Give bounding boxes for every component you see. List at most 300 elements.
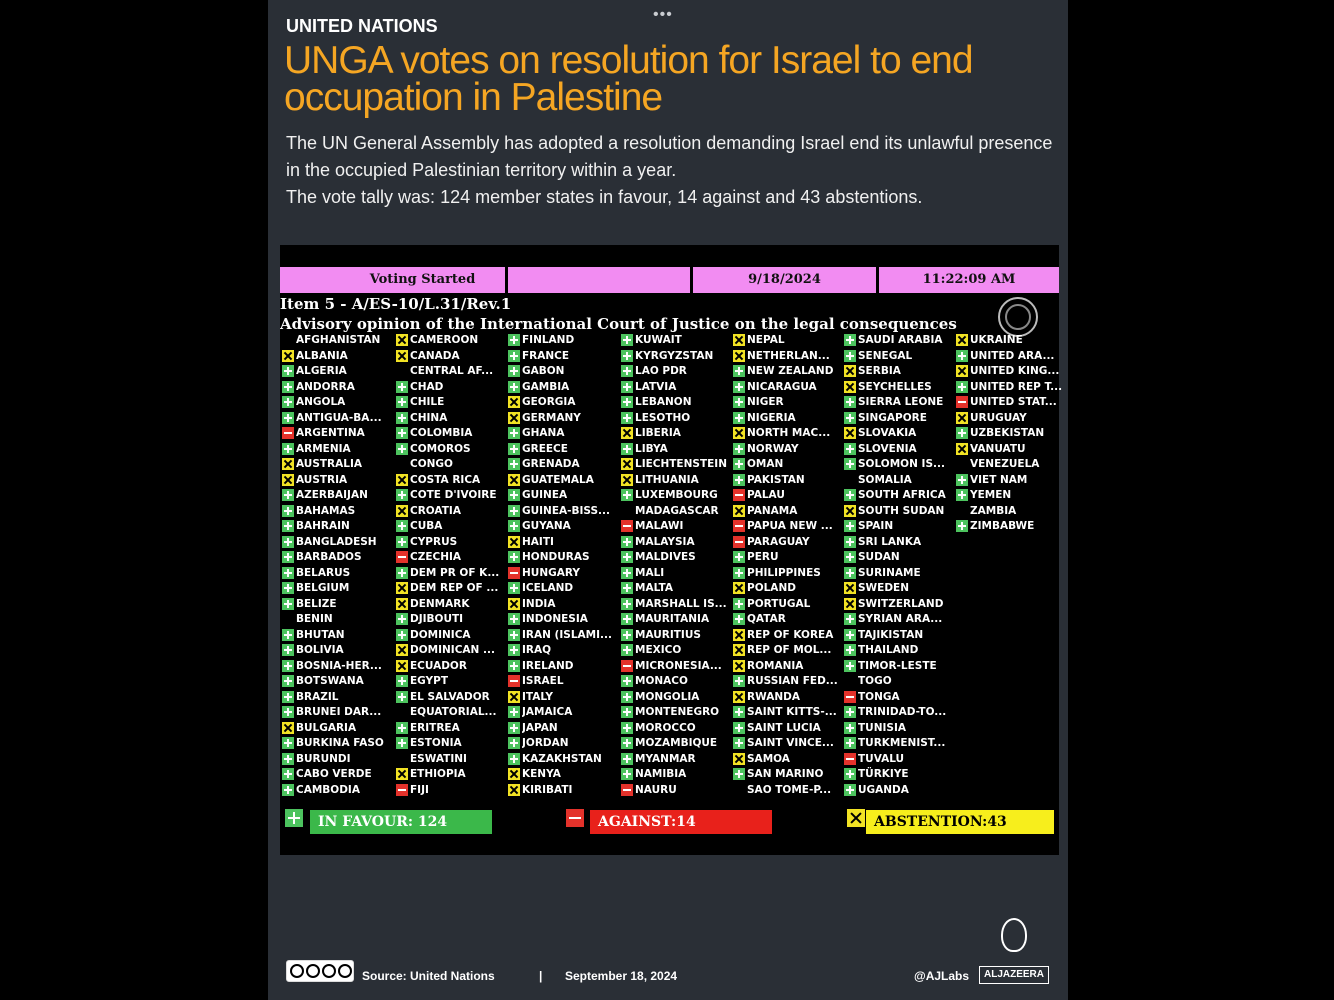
country-name: LATVIA	[635, 380, 677, 393]
country-row	[280, 363, 393, 379]
vote-no-icon	[733, 536, 745, 548]
country-row	[731, 425, 844, 441]
country-row	[280, 580, 393, 596]
vote-abstain-icon	[508, 598, 520, 610]
country-name: PANAMA	[747, 504, 798, 517]
country-name: MALTA	[635, 582, 674, 594]
country-name: EGYPT	[410, 675, 449, 687]
country-name: PARAGUAY	[747, 535, 810, 548]
country-name: TRINIDAD-TO...	[858, 706, 947, 718]
country-row	[619, 503, 732, 519]
vote-yes-icon	[844, 629, 856, 641]
vote-yes-icon	[733, 722, 745, 734]
country-name: NAURU	[635, 783, 677, 796]
vote-yes-icon	[508, 350, 520, 362]
publish-date: September 18, 2024	[565, 969, 678, 983]
vote-abstain-icon	[508, 412, 520, 424]
country-row	[954, 472, 1067, 488]
country-name: AUSTRALIA	[296, 458, 362, 470]
vote-yes-icon	[621, 737, 633, 749]
country-name: GUYANA	[522, 520, 571, 532]
country-row	[954, 379, 1067, 395]
country-name: ISRAEL	[522, 675, 564, 687]
country-name: LIBYA	[635, 442, 668, 455]
country-name: CAMEROON	[410, 334, 479, 346]
vote-yes-icon	[956, 381, 968, 393]
country-name: KUWAIT	[635, 334, 682, 346]
vote-yes-icon	[621, 567, 633, 579]
vote-abstain-icon	[396, 350, 408, 362]
vote-yes-icon	[282, 551, 294, 563]
vote-no-icon	[508, 675, 520, 687]
country-row	[394, 456, 507, 472]
country-name: KYRGYZSTAN	[635, 349, 714, 362]
vote-yes-icon	[282, 706, 294, 718]
vote-abstain-icon	[733, 582, 745, 594]
vote-yes-icon	[844, 567, 856, 579]
country-row	[506, 549, 619, 565]
vote-abstain-icon	[844, 582, 856, 594]
vote-yes-icon	[621, 722, 633, 734]
vote-yes-icon	[396, 691, 408, 703]
vote-yes-icon	[508, 613, 520, 625]
country-row	[394, 425, 507, 441]
vote-yes-icon	[396, 613, 408, 625]
country-name: KENYA	[522, 768, 561, 780]
country-name: NAMIBIA	[635, 768, 687, 780]
country-row	[619, 549, 732, 565]
country-name: REP OF KOREA	[747, 628, 834, 641]
country-row	[394, 580, 507, 596]
country-row	[954, 348, 1067, 364]
country-row	[731, 549, 844, 565]
vote-no-icon	[844, 691, 856, 703]
country-name: ICELAND	[522, 582, 574, 594]
vote-yes-icon	[396, 443, 408, 455]
country-name: BAHRAIN	[296, 520, 350, 532]
country-row	[619, 596, 732, 612]
country-name: BELARUS	[296, 566, 351, 579]
vote-yes-icon	[282, 567, 294, 579]
vote-yes-icon	[508, 722, 520, 734]
country-row	[280, 503, 393, 519]
country-name: HONDURAS	[522, 551, 590, 563]
agenda-item-subtitle: Advisory opinion of the International Court of Justice on the legal consequences	[280, 315, 957, 333]
country-row	[506, 565, 619, 581]
vote-no-icon	[956, 396, 968, 408]
country-name: SAO TOME-P...	[747, 783, 832, 796]
page-title: UNGA votes on resolution for Israel to end occupation in Palestine	[284, 39, 973, 119]
vote-yes-icon	[508, 737, 520, 749]
vote-yes-icon	[282, 691, 294, 703]
country-row	[619, 751, 732, 767]
vote-abstain-icon	[844, 365, 856, 377]
vote-yes-icon	[621, 350, 633, 362]
vote-no-icon	[733, 520, 745, 532]
country-name: OMAN	[747, 458, 784, 470]
country-row	[506, 658, 619, 674]
country-row	[619, 782, 732, 798]
in-favour-total: IN FAVOUR: 124	[310, 810, 492, 834]
country-name: TOGO	[858, 675, 892, 687]
country-name: GUATEMALA	[522, 473, 594, 486]
country-row	[506, 782, 619, 798]
vote-yes-icon	[508, 582, 520, 594]
country-name: SWITZERLAND	[858, 597, 944, 610]
vote-abstain-icon	[956, 443, 968, 455]
country-name: ARGENTINA	[296, 427, 365, 439]
country-name: VANUATU	[970, 442, 1026, 455]
country-row	[731, 642, 844, 658]
vote-yes-icon	[733, 706, 745, 718]
vote-yes-icon	[508, 505, 520, 517]
vote-yes-icon	[282, 768, 294, 780]
country-row	[280, 332, 393, 348]
country-row	[619, 363, 732, 379]
country-row	[394, 410, 507, 426]
vote-yes-icon	[844, 722, 856, 734]
country-name: ANGOLA	[296, 396, 346, 408]
vote-abstain-icon	[956, 334, 968, 346]
vote-abstain-icon	[396, 598, 408, 610]
vote-yes-icon	[282, 737, 294, 749]
country-name: THAILAND	[858, 644, 919, 656]
country-row	[280, 611, 393, 627]
vote-yes-icon	[282, 582, 294, 594]
vote-yes-icon	[508, 489, 520, 501]
country-name: SOLOMON IS...	[858, 458, 945, 470]
vote-yes-icon	[844, 613, 856, 625]
vote-abstain-icon	[396, 660, 408, 672]
country-row	[506, 689, 619, 705]
country-row	[731, 596, 844, 612]
country-name: NIGER	[747, 396, 784, 408]
vote-yes-icon	[733, 458, 745, 470]
country-row	[619, 766, 732, 782]
country-row	[842, 782, 955, 798]
country-row	[506, 410, 619, 426]
country-row	[731, 735, 844, 751]
country-row	[394, 348, 507, 364]
vote-yes-icon	[733, 396, 745, 408]
country-name: PALAU	[747, 489, 785, 501]
country-name: GRENADA	[522, 458, 580, 470]
country-row	[394, 534, 507, 550]
vote-yes-icon	[621, 412, 633, 424]
abstention-total: ABSTENTION:43	[866, 810, 1054, 834]
country-name: TURKMENIST...	[858, 737, 946, 749]
country-name: UGANDA	[858, 783, 909, 796]
vote-abstain-icon	[956, 365, 968, 377]
vote-yes-icon	[621, 365, 633, 377]
country-name: VIET NAM	[970, 473, 1028, 486]
country-row	[731, 534, 844, 550]
country-row	[954, 332, 1067, 348]
country-name: MAURITANIA	[635, 613, 710, 625]
country-name: AUSTRIA	[296, 473, 348, 486]
country-row	[506, 642, 619, 658]
vote-yes-icon	[508, 660, 520, 672]
country-name: DENMARK	[410, 597, 470, 610]
country-row	[731, 704, 844, 720]
vote-yes-icon	[733, 365, 745, 377]
vote-no-icon	[844, 753, 856, 765]
voting-status: Voting Started	[280, 267, 505, 293]
country-row	[842, 534, 955, 550]
vote-yes-icon	[282, 505, 294, 517]
vote-yes-icon	[844, 660, 856, 672]
against-icon	[566, 809, 584, 827]
vote-yes-icon	[282, 396, 294, 408]
vote-yes-icon	[844, 768, 856, 780]
aljazeera-wordmark: ALJAZEERA	[979, 966, 1049, 984]
country-row	[394, 627, 507, 643]
board-header	[280, 267, 1059, 293]
vote-yes-icon	[844, 536, 856, 548]
vote-yes-icon	[733, 613, 745, 625]
country-row	[731, 689, 844, 705]
country-name: COMOROS	[410, 442, 471, 455]
vote-abstain-icon	[956, 412, 968, 424]
country-row	[731, 766, 844, 782]
country-name: FRANCE	[522, 349, 570, 362]
country-name: LUXEMBOURG	[635, 489, 718, 501]
country-name: BULGARIA	[296, 721, 357, 734]
country-row	[954, 363, 1067, 379]
country-name: DEM REP OF ...	[410, 582, 499, 594]
vote-yes-icon	[508, 629, 520, 641]
country-name: BRUNEI DAR...	[296, 706, 382, 718]
vote-no-icon	[621, 784, 633, 796]
country-name: LAO PDR	[635, 365, 687, 377]
vote-abstain-icon	[508, 396, 520, 408]
vote-abstain-icon	[733, 427, 745, 439]
country-name: NEPAL	[747, 334, 785, 346]
vote-date: 9/18/2024	[693, 267, 876, 293]
vote-yes-icon	[621, 381, 633, 393]
country-name: CAMBODIA	[296, 783, 360, 796]
country-row	[506, 503, 619, 519]
country-name: TUNISIA	[858, 721, 906, 734]
country-name: COSTA RICA	[410, 473, 481, 486]
vote-yes-icon	[396, 412, 408, 424]
vote-yes-icon	[733, 675, 745, 687]
vote-abstain-icon	[396, 505, 408, 517]
vote-yes-icon	[956, 520, 968, 532]
vote-abstain-icon	[396, 768, 408, 780]
vote-yes-icon	[621, 644, 633, 656]
country-row	[731, 487, 844, 503]
country-name: BOTSWANA	[296, 675, 364, 687]
country-name: ZIMBABWE	[970, 520, 1035, 532]
country-name: IRAQ	[522, 644, 552, 656]
vote-abstain-icon	[508, 784, 520, 796]
country-row	[731, 751, 844, 767]
vote-yes-icon	[396, 520, 408, 532]
country-name: MICRONESIA...	[635, 659, 722, 672]
vote-no-icon	[396, 784, 408, 796]
vote-no-icon	[733, 489, 745, 501]
country-name: ANDORRA	[296, 380, 355, 393]
vote-abstain-icon	[844, 598, 856, 610]
vote-yes-icon	[621, 613, 633, 625]
country-row	[731, 363, 844, 379]
country-name: CENTRAL AF...	[410, 365, 494, 377]
vote-yes-icon	[508, 753, 520, 765]
country-row	[731, 673, 844, 689]
country-row	[394, 689, 507, 705]
country-row	[731, 394, 844, 410]
vote-yes-icon	[844, 350, 856, 362]
country-row	[506, 704, 619, 720]
country-row	[842, 518, 955, 534]
country-name: MALI	[635, 566, 665, 579]
country-name: UNITED STAT...	[970, 396, 1057, 408]
header-blank-cell	[508, 267, 690, 293]
country-row	[619, 565, 732, 581]
vote-yes-icon	[621, 334, 633, 346]
country-row	[731, 518, 844, 534]
footer	[286, 958, 1050, 990]
country-name: PAPUA NEW ...	[747, 520, 833, 532]
vote-yes-icon	[508, 381, 520, 393]
vote-yes-icon	[282, 660, 294, 672]
country-name: CUBA	[410, 520, 443, 532]
country-name: NICARAGUA	[747, 380, 817, 393]
country-row	[619, 456, 732, 472]
vote-abstain-icon	[282, 350, 294, 362]
country-row	[506, 441, 619, 457]
country-name: BOLIVIA	[296, 644, 344, 656]
country-row	[842, 456, 955, 472]
vote-abstain-icon	[621, 427, 633, 439]
country-column	[731, 332, 844, 797]
country-row	[731, 720, 844, 736]
country-row	[394, 673, 507, 689]
country-row	[842, 735, 955, 751]
country-name: LITHUANIA	[635, 473, 699, 486]
country-name: LEBANON	[635, 396, 692, 408]
country-row	[842, 658, 955, 674]
un-emblem-icon	[998, 297, 1038, 337]
source-text: Source: United Nations	[362, 969, 495, 983]
country-row	[954, 441, 1067, 457]
vote-abstain-icon	[396, 644, 408, 656]
country-row	[280, 658, 393, 674]
country-row	[619, 720, 732, 736]
vote-abstain-icon	[844, 381, 856, 393]
country-row	[619, 627, 732, 643]
country-row	[731, 503, 844, 519]
country-row	[731, 782, 844, 798]
country-row	[280, 379, 393, 395]
vote-yes-icon	[844, 396, 856, 408]
country-name: BENIN	[296, 613, 333, 625]
country-row	[842, 627, 955, 643]
country-name: SAMOA	[747, 752, 790, 765]
vote-no-icon	[621, 520, 633, 532]
country-row	[842, 611, 955, 627]
country-row	[280, 410, 393, 426]
country-name: SEYCHELLES	[858, 380, 932, 393]
country-row	[394, 394, 507, 410]
vote-yes-icon	[733, 381, 745, 393]
country-name: BURUNDI	[296, 752, 351, 765]
country-row	[842, 751, 955, 767]
country-name: ARMENIA	[296, 442, 351, 455]
country-row	[506, 379, 619, 395]
vote-yes-icon	[621, 396, 633, 408]
vote-yes-icon	[844, 784, 856, 796]
country-row	[842, 565, 955, 581]
country-name: PAKISTAN	[747, 473, 805, 486]
country-name: BHUTAN	[296, 628, 345, 641]
country-name: DOMINICA	[410, 628, 471, 641]
vote-abstain-icon	[844, 427, 856, 439]
country-name: KAZAKHSTAN	[522, 752, 602, 765]
country-name: MEXICO	[635, 644, 682, 656]
country-row	[731, 658, 844, 674]
country-row	[731, 565, 844, 581]
country-row	[954, 410, 1067, 426]
country-name: ERITREA	[410, 721, 460, 734]
country-name: CHILE	[410, 396, 445, 408]
country-column	[954, 332, 1067, 534]
country-row	[842, 503, 955, 519]
vote-yes-icon	[621, 598, 633, 610]
country-name: GABON	[522, 365, 565, 377]
country-column	[619, 332, 732, 797]
vote-yes-icon	[508, 551, 520, 563]
vote-yes-icon	[396, 567, 408, 579]
country-row	[506, 363, 619, 379]
country-row	[619, 611, 732, 627]
vote-yes-icon	[956, 350, 968, 362]
country-name: IRAN (ISLAMI...	[522, 628, 612, 641]
country-name: BOSNIA-HER...	[296, 659, 382, 672]
country-row	[280, 394, 393, 410]
vote-yes-icon	[282, 644, 294, 656]
vote-yes-icon	[733, 474, 745, 486]
vote-yes-icon	[621, 691, 633, 703]
country-row	[280, 720, 393, 736]
country-name: BARBADOS	[296, 551, 362, 563]
vote-abstain-icon	[844, 505, 856, 517]
country-row	[842, 425, 955, 441]
vote-yes-icon	[282, 753, 294, 765]
vote-abstain-icon	[733, 350, 745, 362]
vote-yes-icon	[282, 489, 294, 501]
country-name: URUGUAY	[970, 411, 1027, 424]
country-name: GAMBIA	[522, 380, 570, 393]
country-name: MALDIVES	[635, 551, 696, 563]
country-row	[280, 472, 393, 488]
country-row	[394, 720, 507, 736]
country-row	[619, 673, 732, 689]
country-name: BELIZE	[296, 597, 337, 610]
country-name: GREECE	[522, 442, 568, 455]
more-options-icon[interactable]: •••	[653, 6, 673, 23]
country-name: UNITED KING...	[970, 365, 1060, 377]
country-column	[506, 332, 619, 797]
country-name: NEW ZEALAND	[747, 365, 834, 377]
vote-yes-icon	[508, 365, 520, 377]
country-name: MONACO	[635, 675, 688, 687]
country-row	[619, 658, 732, 674]
vote-yes-icon	[733, 598, 745, 610]
country-name: LIECHTENSTEIN	[635, 458, 727, 470]
country-row	[619, 518, 732, 534]
